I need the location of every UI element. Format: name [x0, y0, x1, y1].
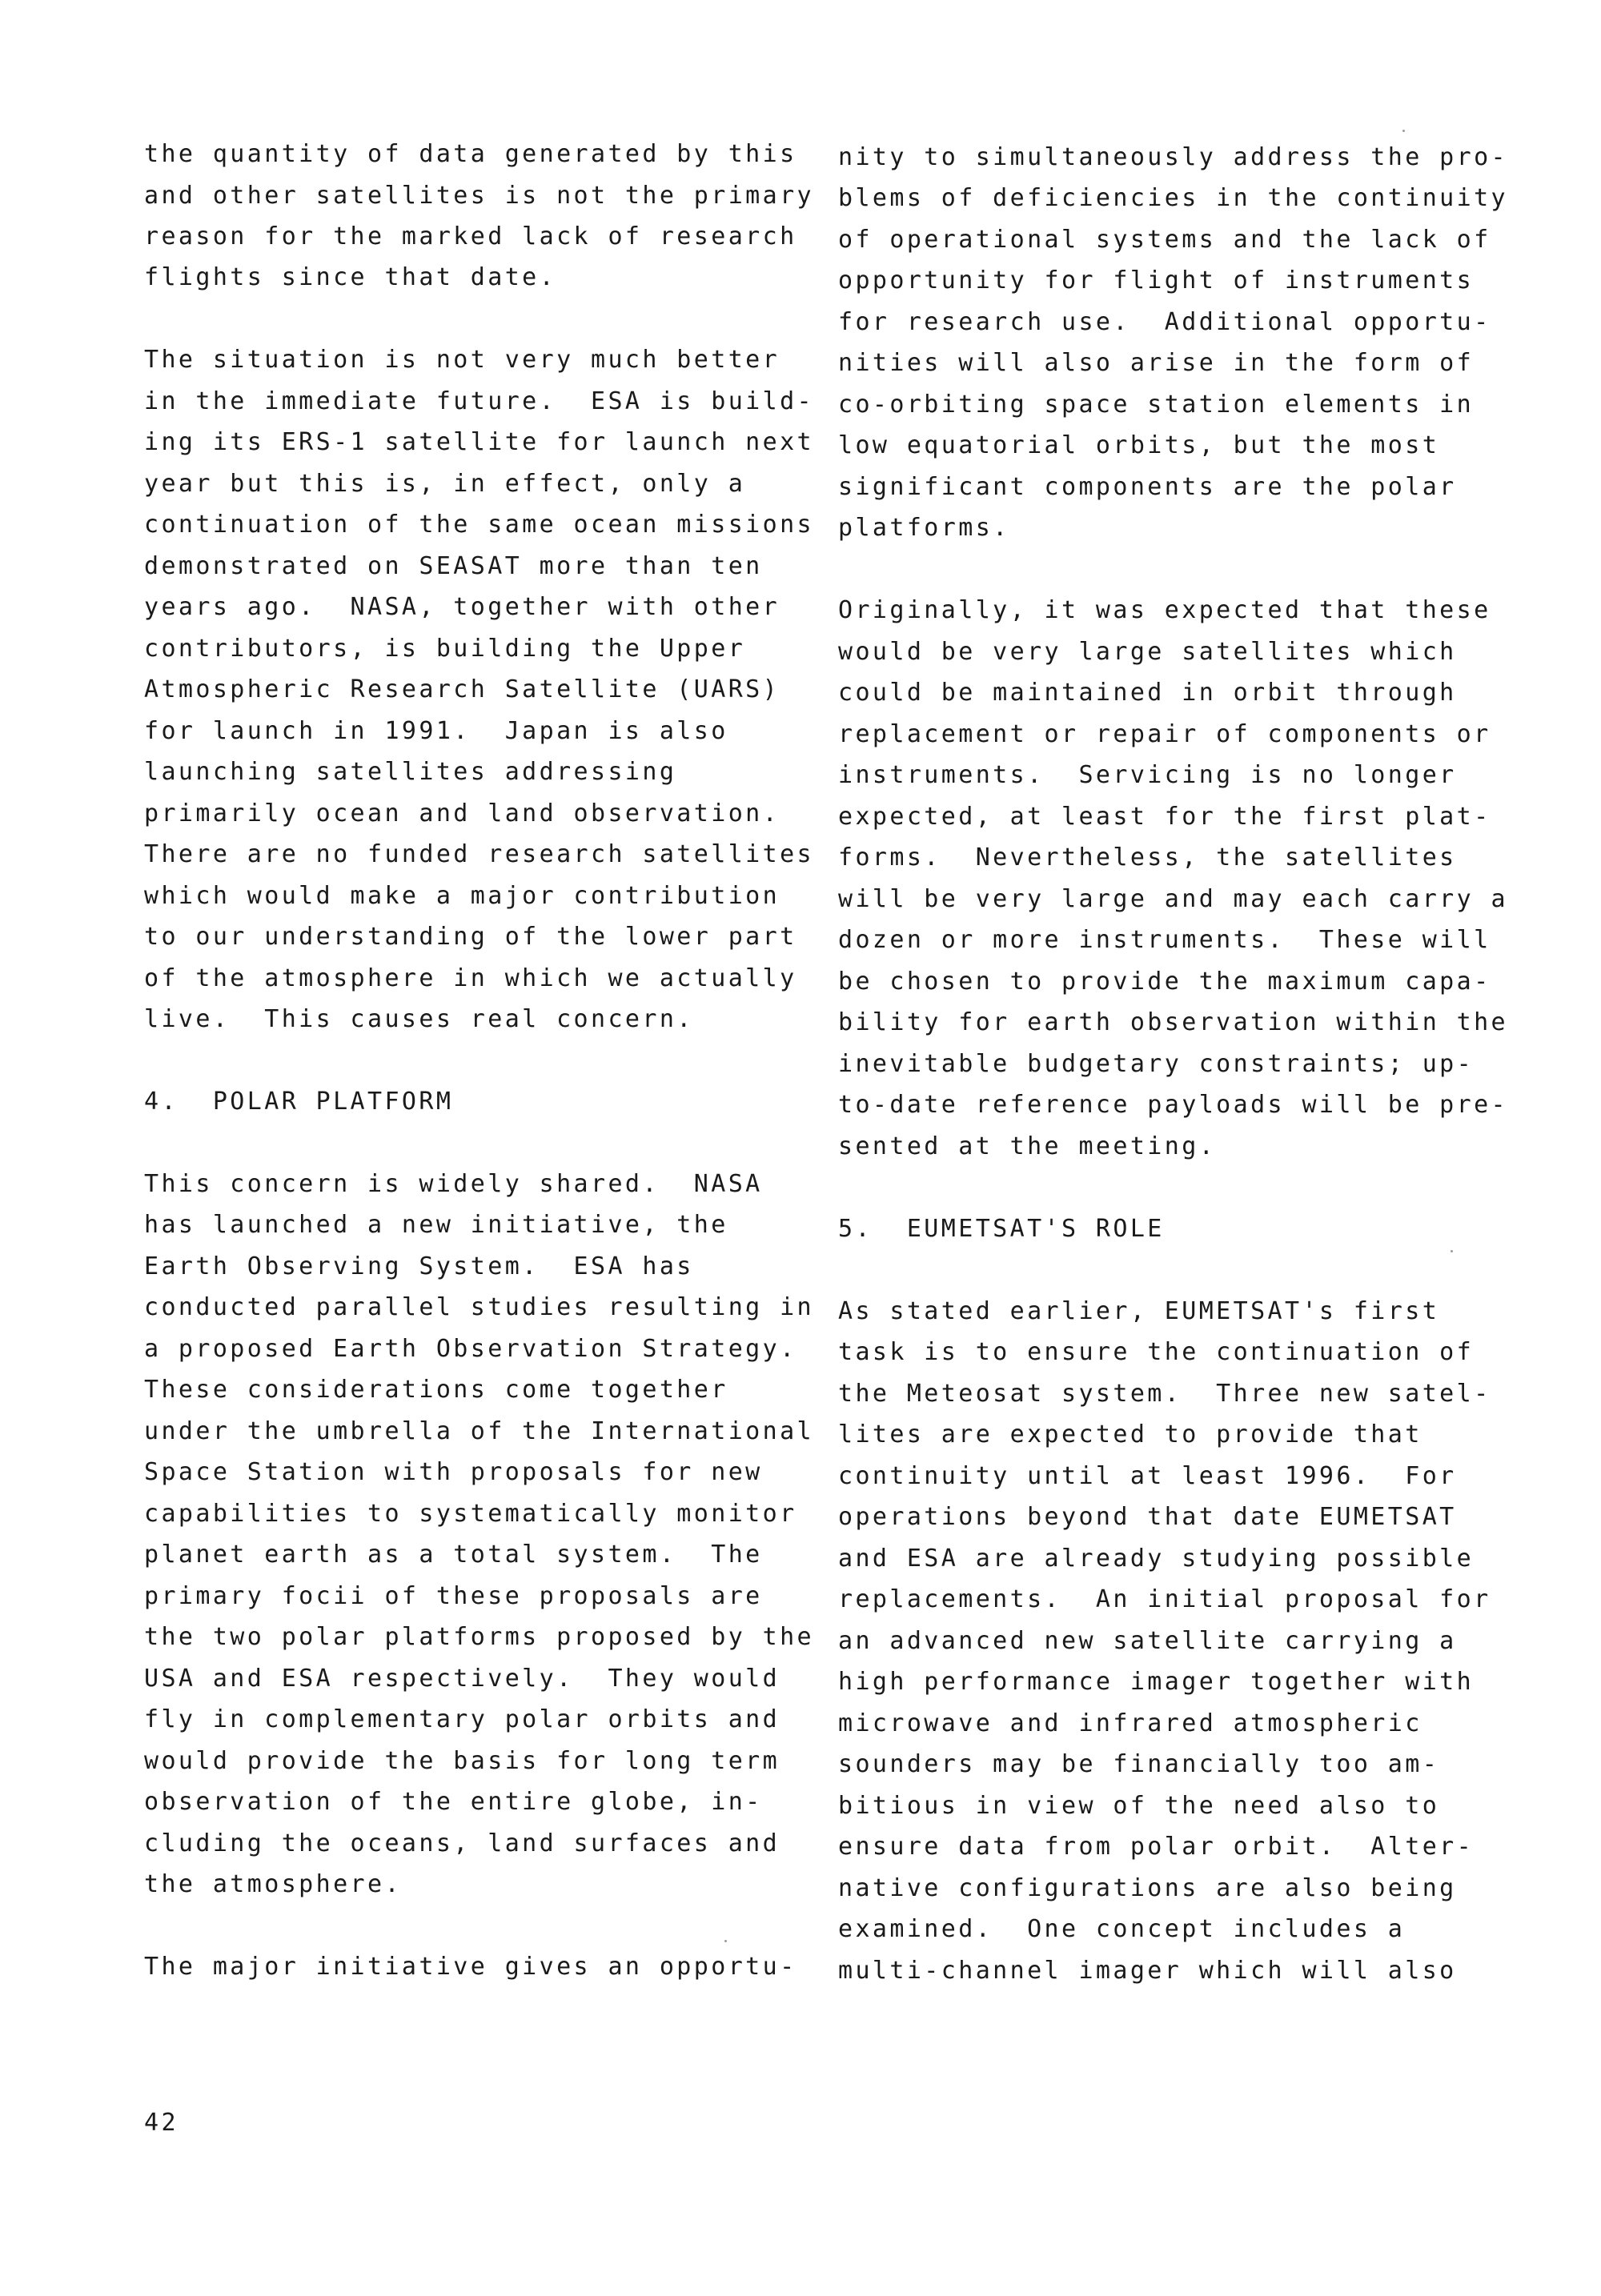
section-heading: 4. POLAR PLATFORM	[144, 1088, 454, 1116]
text-line: fly in complementary polar orbits and	[144, 1705, 780, 1733]
text-line: sounders may be financially too am-	[838, 1750, 1440, 1778]
text-line: capabilities to systematically monitor	[144, 1500, 797, 1528]
text-line: of the atmosphere in which we actually	[144, 964, 797, 992]
text-line: has launched a new initiative, the	[144, 1211, 728, 1239]
text-line: primary focii of these proposals are	[144, 1582, 763, 1610]
text-line: There are no funded research satellites	[144, 840, 814, 868]
text-line: co-orbiting space station elements in	[838, 391, 1475, 419]
text-line: Space Station with proposals for new	[144, 1458, 763, 1486]
text-line: The major initiative gives an opportu-	[144, 1953, 797, 1981]
text-line: continuity until at least 1996. For	[838, 1462, 1457, 1490]
text-line: could be maintained in orbit through	[838, 679, 1457, 707]
text-line: replacement or repair of components or	[838, 720, 1491, 748]
text-line: year but this is, in effect, only a	[144, 470, 746, 498]
text-line: to our understanding of the lower part	[144, 923, 797, 951]
text-line: for launch in 1991. Japan is also	[144, 717, 728, 745]
text-line: significant components are the polar	[838, 473, 1457, 501]
text-line: replacements. An initial proposal for	[838, 1585, 1491, 1613]
text-line: microwave and infrared atmospheric	[838, 1709, 1422, 1737]
text-line: and other satellites is not the primary	[144, 182, 814, 210]
text-line: sented at the meeting.	[838, 1132, 1217, 1160]
page-number: 42	[144, 2109, 179, 2137]
scan-speck	[724, 1940, 727, 1942]
text-line: USA and ESA respectively. They would	[144, 1665, 780, 1693]
text-line: live. This causes real concern.	[144, 1005, 694, 1033]
text-line: be chosen to provide the maximum capa-	[838, 968, 1491, 996]
text-line: bitious in view of the need also to	[838, 1792, 1440, 1820]
text-line: demonstrated on SEASAT more than ten	[144, 552, 763, 580]
text-line: of operational systems and the lack of	[838, 226, 1491, 254]
text-line: would provide the basis for long term	[144, 1747, 780, 1775]
text-line: native configurations are also being	[838, 1874, 1457, 1902]
text-line: task is to ensure the continuation of	[838, 1338, 1475, 1366]
text-line: operations beyond that date EUMETSAT	[838, 1503, 1457, 1531]
text-line: high performance imager together with	[838, 1668, 1475, 1696]
text-line: for research use. Additional opportu-	[838, 308, 1491, 336]
text-line: which would make a major contribution	[144, 882, 780, 910]
text-line: inevitable budgetary constraints; up-	[838, 1050, 1475, 1078]
text-line: nities will also arise in the form of	[838, 349, 1475, 377]
text-line: in the immediate future. ESA is build-	[144, 387, 814, 415]
section-heading: 5. EUMETSAT'S ROLE	[838, 1215, 1165, 1243]
text-line: under the umbrella of the International	[144, 1417, 814, 1445]
scan-speck	[1402, 130, 1405, 132]
text-line: observation of the entire globe, in-	[144, 1788, 763, 1816]
text-line: contributors, is building the Upper	[144, 635, 746, 663]
text-line: lites are expected to provide that	[838, 1420, 1422, 1449]
text-line: continuation of the same ocean missions	[144, 511, 814, 539]
text-line: would be very large satellites which	[838, 638, 1457, 666]
text-line: flights since that date.	[144, 263, 557, 291]
text-line: a proposed Earth Observation Strategy.	[144, 1335, 797, 1363]
text-line: nity to simultaneously address the pro-	[838, 143, 1508, 171]
text-line: the two polar platforms proposed by the	[144, 1623, 814, 1651]
text-line: dozen or more instruments. These will	[838, 926, 1491, 954]
text-line: primarily ocean and land observation.	[144, 799, 780, 827]
text-line: Originally, it was expected that these	[838, 596, 1491, 624]
text-line: ensure data from polar orbit. Alter-	[838, 1833, 1475, 1861]
text-line: ing its ERS-1 satellite for launch next	[144, 428, 814, 456]
text-line: bility for earth observation within the	[838, 1008, 1508, 1036]
text-line: examined. One concept includes a	[838, 1915, 1406, 1943]
text-line: As stated earlier, EUMETSAT's first	[838, 1297, 1440, 1325]
text-line: instruments. Servicing is no longer	[838, 761, 1457, 789]
text-line: opportunity for flight of instruments	[838, 266, 1475, 295]
text-line: multi-channel imager which will also	[838, 1957, 1457, 1985]
text-line: cluding the oceans, land surfaces and	[144, 1829, 780, 1857]
text-line: the atmosphere.	[144, 1870, 402, 1898]
text-line: blems of deficiencies in the continuity	[838, 184, 1508, 212]
text-line: to-date reference payloads will be pre-	[838, 1091, 1508, 1119]
text-line: reason for the marked lack of research	[144, 222, 797, 250]
text-line: the quantity of data generated by this	[144, 140, 797, 168]
text-line: These considerations come together	[144, 1376, 728, 1404]
text-line: forms. Nevertheless, the satellites	[838, 843, 1457, 872]
text-line: will be very large and may each carry a	[838, 885, 1508, 913]
text-line: the Meteosat system. Three new satel-	[838, 1380, 1491, 1408]
text-line: an advanced new satellite carrying a	[838, 1627, 1457, 1655]
text-line: low equatorial orbits, but the most	[838, 431, 1440, 459]
text-line: conducted parallel studies resulting in	[144, 1293, 814, 1321]
text-line: platforms.	[838, 514, 1010, 542]
text-line: expected, at least for the first plat-	[838, 803, 1491, 831]
text-line: The situation is not very much better	[144, 346, 780, 374]
text-line: Atmospheric Research Satellite (UARS)	[144, 675, 780, 703]
scan-speck	[1451, 1250, 1453, 1252]
text-line: launching satellites addressing	[144, 758, 677, 786]
text-line: This concern is widely shared. NASA	[144, 1170, 763, 1198]
text-line: years ago. NASA, together with other	[144, 593, 780, 621]
text-line: Earth Observing System. ESA has	[144, 1252, 694, 1280]
text-line: and ESA are already studying possible	[838, 1545, 1475, 1573]
text-line: planet earth as a total system. The	[144, 1541, 763, 1569]
